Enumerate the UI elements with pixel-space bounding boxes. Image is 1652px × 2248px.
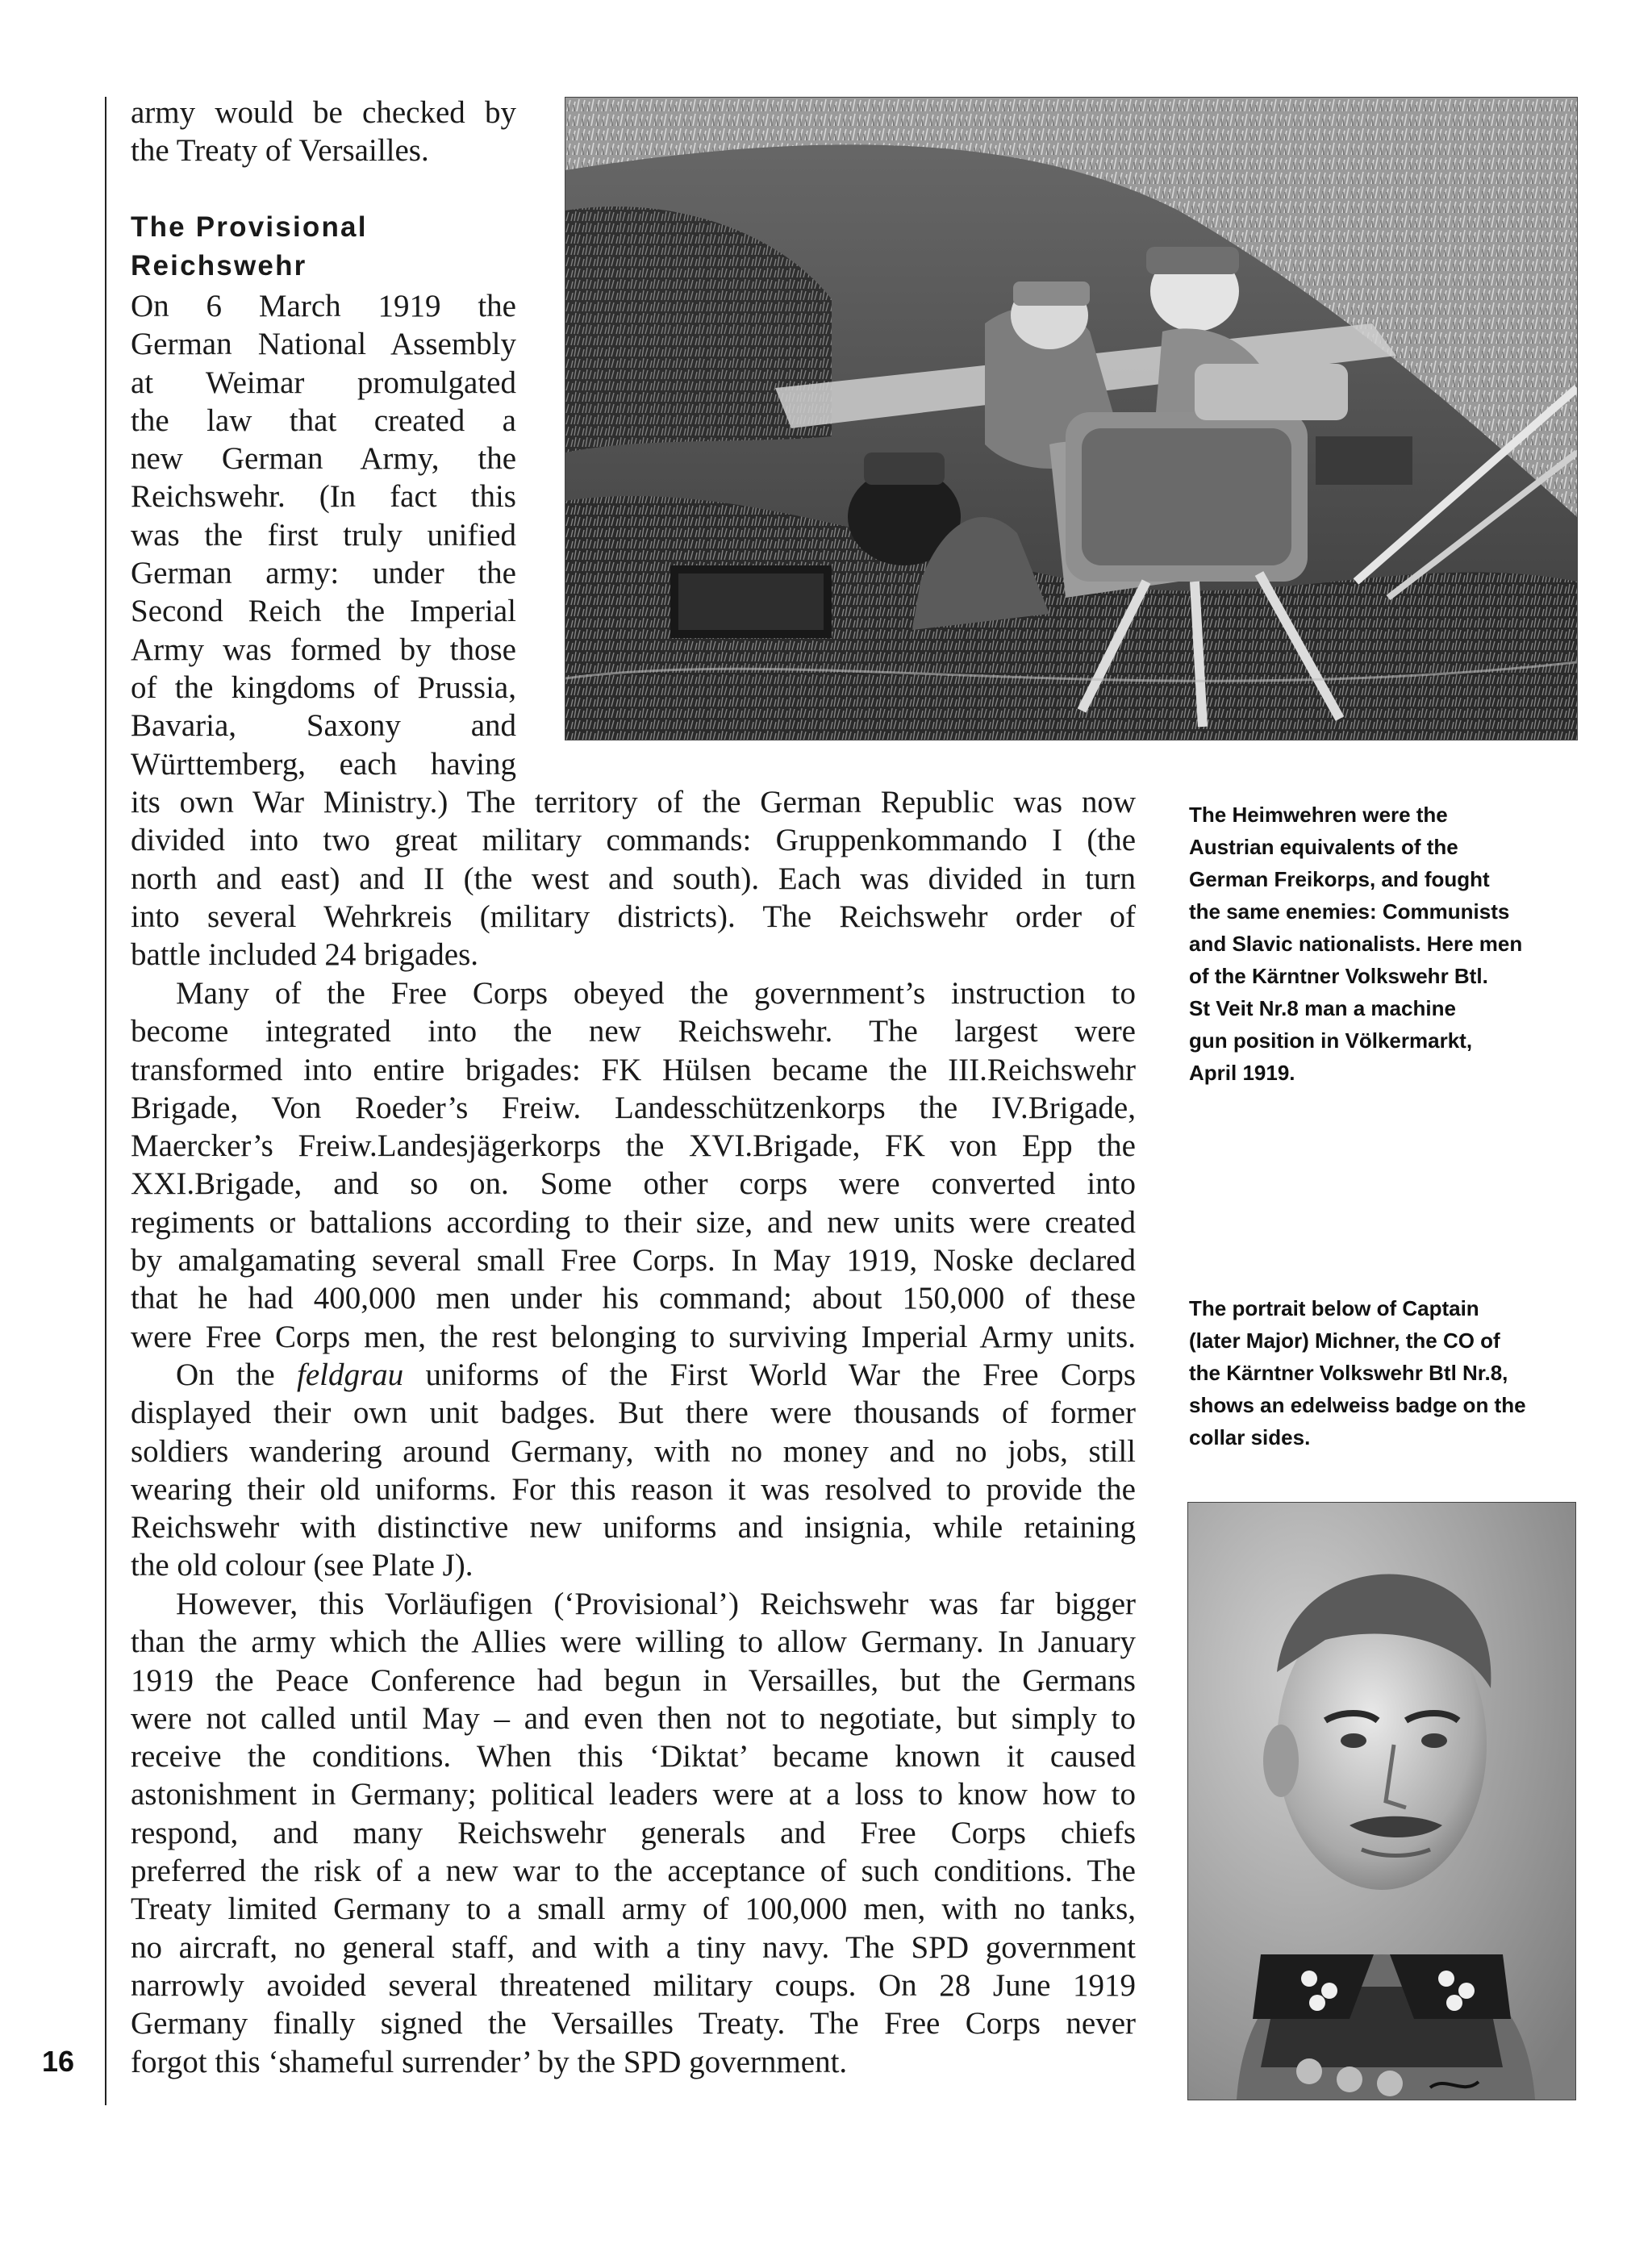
text-line: XXI.Brigade, and so on. Some other corps were converted into	[131, 1166, 1136, 1202]
text-line: regiments or battalions according to their size, and new units were created	[131, 1204, 1136, 1240]
portrait-photo-caption	[1189, 1292, 1608, 1453]
page-number: 16	[42, 2045, 75, 2078]
caption-line: The Heimwehren were the	[1189, 803, 1448, 827]
text-line: no aircraft, no general staff, and with a tiny navy. The SPD government	[131, 1929, 1136, 1965]
caption-line: April 1919.	[1189, 1061, 1295, 1085]
text-line: 1919 the Peace Conference had begun in Versailles, but the Germans	[131, 1662, 1136, 1698]
text-line: into several Wehrkreis (military districts). The Reichswehr order of	[131, 899, 1136, 934]
text-line: was the first truly unified	[131, 517, 516, 553]
text-line: wearing their old uniforms. For this reason it was resolved to provide the	[131, 1471, 1136, 1507]
caption-line: German Freikorps, and fought	[1189, 867, 1490, 891]
text-line: new German Army, the	[131, 441, 516, 477]
margin-rule	[105, 97, 106, 2105]
text-line: Army was formed by those	[131, 632, 516, 667]
text-line: battle included 24 brigades.	[131, 937, 479, 973]
text-line: forgot this ‘shameful surrender’ by the SPD government.	[131, 2044, 848, 2079]
text-line: become integrated into the new Reichswehr. The largest were	[131, 1014, 1136, 1049]
text-line: Treaty limited Germany to a small army of 100,000 men, with no tanks,	[131, 1891, 1136, 1927]
text-line: German National Assembly	[131, 327, 516, 362]
text-line: Second Reich the Imperial	[131, 594, 516, 629]
caption-line: of the Kärntner Volkswehr Btl.	[1189, 964, 1488, 988]
text-fragment: uniforms of the First World War the Free Corps	[403, 1358, 1137, 1392]
body-paragraph-1	[131, 783, 1136, 974]
italic-term: feldgrau	[297, 1358, 404, 1392]
text-line: displayed their own unit badges. But there were thousands of former	[131, 1395, 1136, 1431]
text-line: On 6 March 1919 the	[131, 289, 516, 323]
text-line: divided into two great military commands: Gruppenkommando I (the	[131, 823, 1136, 858]
caption-line: The portrait below of Captain	[1189, 1296, 1479, 1320]
caption-line: the Kärntner Volkswehr Btl Nr.8,	[1189, 1361, 1508, 1385]
text-line: the old colour (see Plate J).	[131, 1548, 473, 1583]
text-line: army would be checked by	[131, 95, 516, 130]
text-line: at Weimar promulgated	[131, 365, 516, 400]
body-paragraph-4	[131, 1585, 1136, 2081]
text-line: transformed into entire brigades: FK Hülsen became the III.Reichswehr	[131, 1052, 1136, 1087]
caption-line: the same enemies: Communists	[1189, 899, 1510, 924]
section-heading	[131, 208, 368, 286]
portrait-photo-illustration	[1188, 1503, 1575, 2100]
text-line: Reichswehr. (In fact this	[131, 479, 516, 515]
body-paragraph-2	[131, 974, 1136, 1356]
text-line: were Free Corps men, the rest belonging to surviving Imperial Army units.	[131, 1319, 1136, 1354]
text-line: Brigade, Von Roeder’s Freiw. Landesschützenkorps the IV.Brigade,	[131, 1090, 1136, 1125]
text-line: soldiers wandering around Germany, with no money and no jobs, still	[131, 1433, 1136, 1469]
text-line: receive the conditions. When this ‘Diktat’ became known it caused	[131, 1739, 1136, 1775]
heading-line: The Provisional	[131, 211, 368, 243]
caption-line: collar sides.	[1189, 1425, 1311, 1449]
text-fragment: On the	[176, 1358, 298, 1392]
text-line: the law that created a	[131, 402, 516, 438]
text-line: by amalgamating several small Free Corps. In May 1919, Noske declared	[131, 1243, 1136, 1278]
text-line: its own War Ministry.) The territory of the German Republic was now	[131, 785, 1136, 820]
text-line: However, this Vorläufigen (‘Provisional’) Reichswehr was far bigger	[176, 1587, 1136, 1621]
text-line: Reichswehr with distinctive new uniforms and insignia, while retaining	[131, 1510, 1136, 1545]
narrow-column-body	[131, 287, 516, 783]
caption-line: gun position in Völkermarkt,	[1189, 1028, 1473, 1053]
text-line: narrowly avoided several threatened military coups. On 28 June 1919	[131, 1967, 1136, 2003]
caption-line: shows an edelweiss badge on the	[1189, 1393, 1526, 1417]
text-line: Württemberg, each having	[131, 746, 516, 782]
text-line: respond, and many Reichswehr generals and Free Corps chiefs	[131, 1815, 1136, 1850]
text-line: astonishment in Germany; political leaders were at a loss to know how to	[131, 1777, 1136, 1812]
text-line: Bavaria, Saxony and	[131, 708, 516, 744]
caption-line: and Slavic nationalists. Here men	[1189, 932, 1523, 956]
text-line: than the army which the Allies were willing to allow Germany. In January	[131, 1624, 1136, 1660]
caption-line: St Veit Nr.8 man a machine	[1189, 996, 1456, 1020]
machine-gun-photo	[565, 97, 1578, 740]
machine-gun-photo-caption	[1189, 799, 1608, 1089]
heading-line: Reichswehr	[131, 250, 307, 282]
caption-line: Austrian equivalents of the	[1189, 835, 1458, 859]
text-line: preferred the risk of a new war to the acceptance of such conditions. The	[131, 1854, 1136, 1889]
text-line: were not called until May – and even then not to negotiate, but simply to	[131, 1700, 1136, 1736]
text-line: German army: under the	[131, 556, 516, 591]
narrow-column-top	[131, 94, 516, 170]
text-line: of the kingdoms of Prussia,	[131, 669, 516, 705]
caption-line: (later Major) Michner, the CO of	[1189, 1328, 1500, 1353]
body-paragraph-3	[131, 1356, 1136, 1585]
text-line: the Treaty of Versailles.	[131, 133, 429, 169]
text-line: Maercker’s Freiw.Landesjägerkorps the XVI.Brigade, FK von Epp the	[131, 1128, 1136, 1164]
text-line	[131, 1356, 1136, 1394]
machine-gun-photo-illustration	[565, 98, 1577, 740]
text-line: north and east) and II (the west and south). Each was divided in turn	[131, 861, 1136, 896]
portrait-photo	[1187, 1502, 1576, 2100]
text-line: Germany finally signed the Versailles Treaty. The Free Corps never	[131, 2006, 1136, 2042]
text-line: that he had 400,000 men under his command; about 150,000 of these	[131, 1281, 1136, 1316]
text-line: Many of the Free Corps obeyed the government’s instruction to	[176, 976, 1136, 1011]
